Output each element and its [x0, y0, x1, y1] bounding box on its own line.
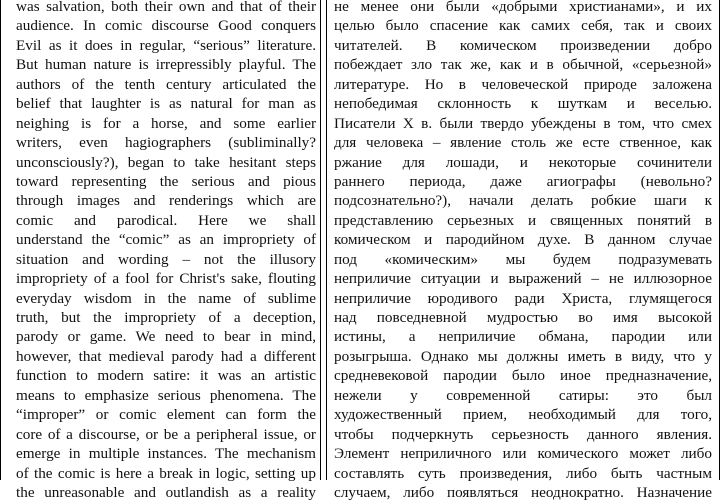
- text-line: “improper” or comic element can form the: [16, 406, 316, 424]
- text-line: the unreasonable and outlandish as a reality: [16, 483, 316, 501]
- text-line: parody or game. We need to bear in mind,: [16, 328, 316, 346]
- text-line: everyday wisdom in the name of sublime: [16, 289, 316, 307]
- text-line: под «комическим» мы будем подразумевать: [334, 250, 712, 268]
- text-line: emerge in multiple instances. The mechanism: [16, 445, 316, 463]
- text-line: of the comic is here a break in logic, setting up: [16, 464, 316, 482]
- text-line: читателей. В комическом произведении добро: [334, 36, 712, 54]
- text-line: truth, but the impropriety of a deception,: [16, 309, 316, 326]
- text-line: побеждает зло так же, как и в обычной, «серьезной»: [334, 56, 712, 74]
- text-line: для человека – явление столь же есте ственное, как: [334, 134, 712, 152]
- text-line: представлению серьезных и священных понятий в: [334, 211, 712, 229]
- text-line: случаем, либо появляться неоднократно. Назначение: [334, 483, 712, 501]
- russian-text-column: [334, 0, 712, 502]
- text-line: through images and renderings which are: [16, 192, 316, 210]
- text-line: writers, even hagiographers (subliminally?: [16, 134, 316, 152]
- text-line: Элемент неприличного или комического может либо: [334, 445, 712, 463]
- text-line: составлять суть произведения, либо быть частным: [334, 464, 712, 482]
- text-line: comic and parodical. Here we shall: [16, 211, 316, 229]
- text-line: ржание для лошади, и некоторые сочинители: [334, 153, 712, 171]
- text-line: чтобы подчеркнуть серьезность данного явления.: [334, 425, 712, 443]
- text-line: was salvation, both their own and that of their: [16, 0, 316, 15]
- text-line: комическом и пародийном духе. В данном случае: [334, 231, 712, 249]
- text-line: неприличие юродивого ради Христа, глумящегося: [334, 289, 712, 307]
- text-line: целью было спасение как самих себя, так и своих: [334, 17, 712, 35]
- text-line: средневековой пародии было иное предназначение,: [334, 367, 712, 385]
- text-line: истины, а неприличие обмана, пародии или: [334, 328, 712, 346]
- page-left-border: [0, 0, 1, 480]
- text-line: But human nature is irrepressibly playful. The: [16, 56, 316, 74]
- text-line: neighing is for a horse, and some earlier: [16, 114, 316, 132]
- text-line: impropriety of a fool for Christ's sake, flouting: [16, 270, 316, 288]
- text-line: belief that laughter is as natural for man as: [16, 95, 316, 113]
- text-line: function to modern satire: it was an artistic: [16, 367, 316, 385]
- text-line: Писатели X в. были твердо убеждены в том, что смех: [334, 114, 712, 132]
- text-line: непобедимая склонность к шуткам и веселью.: [334, 95, 712, 113]
- text-line: не менее они были «добрыми христианами», и их: [334, 0, 712, 15]
- text-line: нежели у современной сатиры: это был: [334, 386, 712, 404]
- text-line: раннего периода, даже агиографы (невольно?: [334, 172, 712, 190]
- column-divider-right: [326, 0, 327, 480]
- text-line: understand the “comic” as an impropriety of: [16, 231, 316, 249]
- text-line: розыгрыша. Однако мы должны иметь в виду, что у: [334, 347, 712, 365]
- text-line: подсознательно?), начали делать робкие шаги к: [334, 192, 712, 210]
- text-line: литературе. Но в человеческой природе заложена: [334, 75, 712, 93]
- text-line: situation and wording – not the illusory: [16, 250, 316, 268]
- text-line: unconsciously?), began to take hesitant steps: [16, 153, 316, 171]
- text-line: authors of the tenth century articulated the: [16, 75, 316, 93]
- text-line: audience. In comic discourse Good conquers: [16, 17, 316, 35]
- text-line: неприличие ситуации и выражений – не иллюзорное: [334, 270, 712, 288]
- text-line: Evil as it does in regular, “serious” literature.: [16, 36, 316, 54]
- text-line: над повседневной мудростью во имя высокой: [334, 309, 712, 326]
- text-line: художественный прием, необходимый для того,: [334, 406, 712, 424]
- text-line: core of a discourse, or be a peripheral issue, or: [16, 425, 316, 443]
- text-line: however, that medieval parody had a different: [16, 347, 316, 365]
- text-line: toward representing the serious and pious: [16, 172, 316, 190]
- column-divider-left: [320, 0, 321, 480]
- text-line: means to emphasize serious phenomena. The: [16, 386, 316, 404]
- english-text-column: [16, 0, 316, 502]
